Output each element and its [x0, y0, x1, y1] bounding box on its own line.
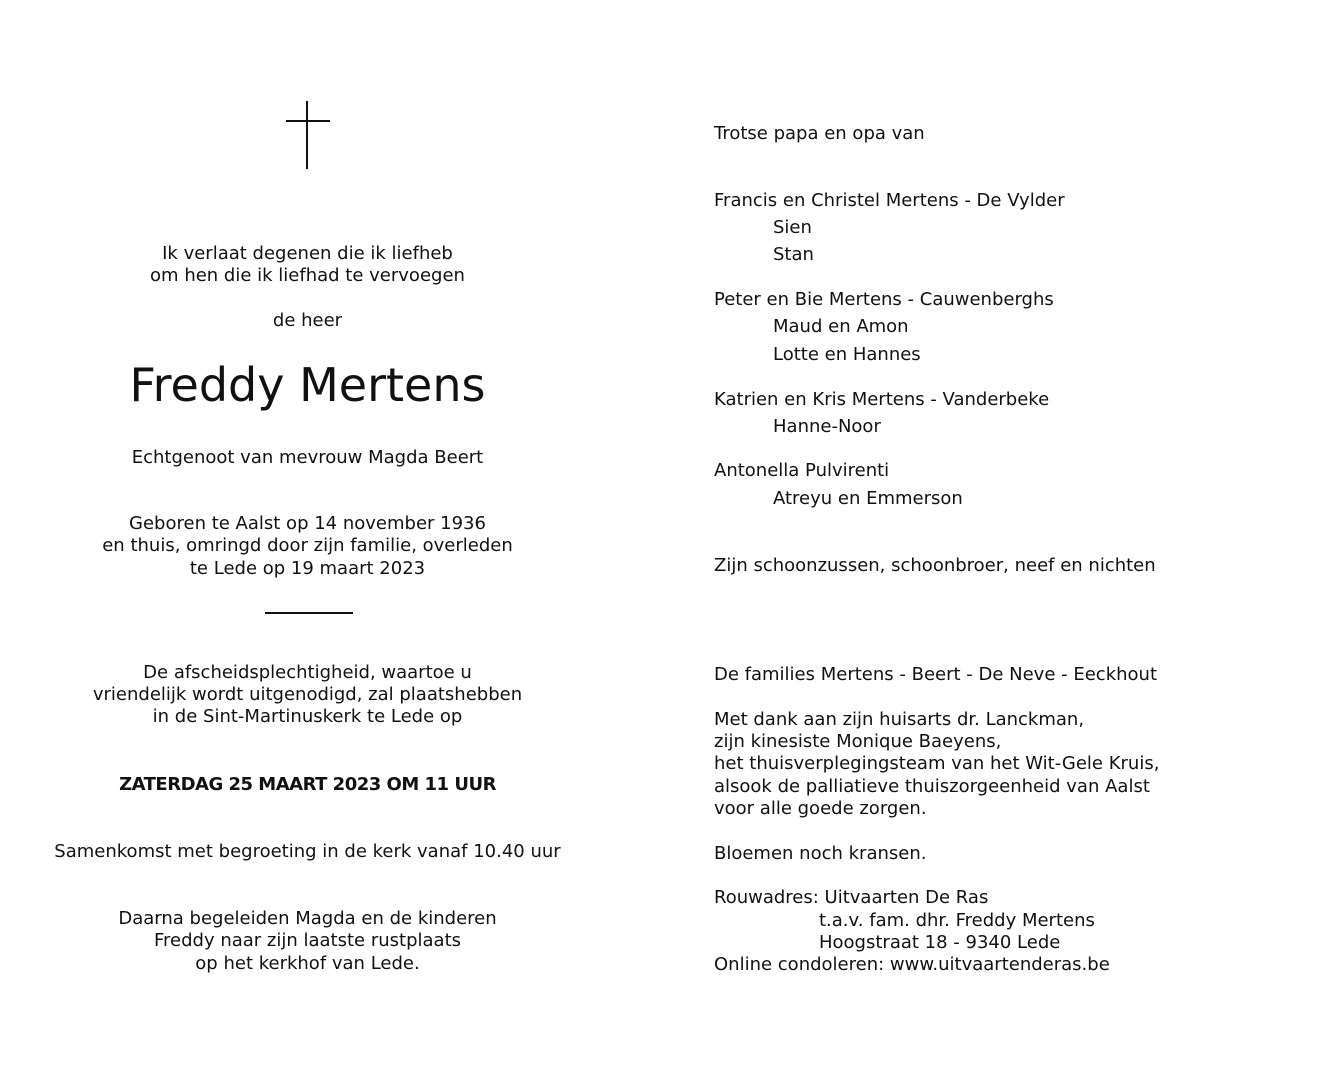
burial-line-2: Freddy naar zijn laatste rustplaats: [153, 930, 462, 951]
ceremony-line-2: vriendelijk wordt uitgenodigd, zal plaatshebben: [92, 684, 523, 705]
family-parents-2: Peter en Bie Mertens - Cauwenberghs: [714, 289, 1054, 310]
address-label: Rouwadres: Uitvaarten De Ras: [714, 887, 989, 908]
title-prefix: de heer: [272, 310, 343, 331]
family-parents-1: Francis en Christel Mertens - De Vylder: [714, 190, 1065, 211]
thanks-line-1: Met dank aan zijn huisarts dr. Lanckman,: [714, 709, 1085, 730]
thanks-line-5: voor alle goede zorgen.: [714, 798, 927, 819]
thanks-line-3: het thuisverplegingsteam van het Wit-Gele Kruis,: [714, 753, 1160, 774]
intro-line: Trotse papa en opa van: [714, 123, 925, 144]
address-line-2: Hoogstraat 18 - 9340 Lede: [819, 932, 1061, 953]
gathering-line: Samenkomst met begroeting in de kerk vanaf 10.40 uur: [54, 841, 561, 862]
in-laws-line: Zijn schoonzussen, schoonbroer, neef en nichten: [714, 555, 1156, 576]
right-panel: [714, 0, 1314, 1080]
family-child-2-2: Lotte en Hannes: [773, 344, 921, 365]
family-child-4-1: Atreyu en Emmerson: [773, 488, 963, 509]
spouse-line: Echtgenoot van mevrouw Magda Beert: [131, 447, 484, 468]
cross-icon: [286, 101, 330, 169]
address-line-1: t.a.v. fam. dhr. Freddy Mertens: [819, 910, 1095, 931]
family-child-3-1: Hanne-Noor: [773, 416, 881, 437]
divider-line: [265, 612, 353, 614]
thanks-line-2: zijn kinesiste Monique Baeyens,: [714, 731, 1002, 752]
ceremony-line-3: in de Sint-Martinuskerk te Lede op: [152, 706, 463, 727]
family-parents-3: Katrien en Kris Mertens - Vanderbeke: [714, 389, 1050, 410]
family-child-1-2: Stan: [773, 244, 814, 265]
left-panel: [0, 0, 615, 1080]
poem-line-1: Ik verlaat degenen die ik liefheb: [162, 243, 453, 264]
no-flowers-line: Bloemen noch kransen.: [714, 843, 927, 864]
family-child-1-1: Sien: [773, 217, 812, 238]
thanks-line-4: alsook de palliatieve thuiszorgeenheid van Aalst: [714, 776, 1150, 797]
ceremony-date: ZATERDAG 25 MAART 2023 OM 11 UUR: [119, 774, 496, 795]
online-condolence-line: Online condoleren: www.uitvaartenderas.be: [714, 954, 1110, 975]
family-parents-4: Antonella Pulvirenti: [714, 460, 890, 481]
birth-death-line-1: Geboren te Aalst op 14 november 1936: [129, 513, 486, 534]
burial-line-3: op het kerkhof van Lede.: [195, 953, 420, 974]
burial-line-1: Daarna begeleiden Magda en de kinderen: [118, 908, 497, 929]
deceased-name: Freddy Mertens: [129, 358, 486, 412]
family-child-2-1: Maud en Amon: [773, 316, 909, 337]
birth-death-line-2: en thuis, omringd door zijn familie, overleden: [102, 535, 513, 556]
poem-line-2: om hen die ik liefhad te vervoegen: [150, 265, 465, 286]
families-line: De families Mertens - Beert - De Neve - Eeckhout: [714, 664, 1158, 685]
ceremony-line-1: De afscheidsplechtigheid, waartoe u: [143, 662, 472, 683]
birth-death-line-3: te Lede op 19 maart 2023: [189, 558, 426, 579]
